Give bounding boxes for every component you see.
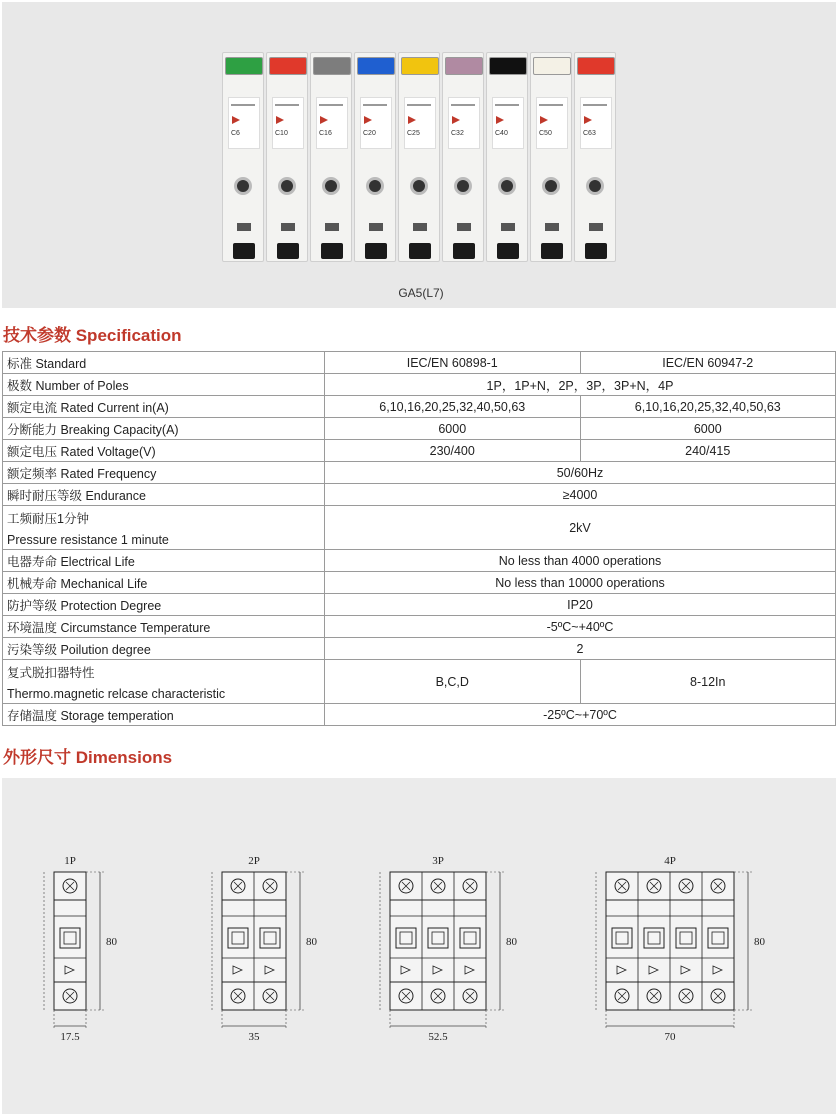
breaker-rating: C6 xyxy=(231,130,240,137)
breaker-label xyxy=(272,97,304,149)
breaker-rating: C50 xyxy=(539,130,552,137)
spec-row xyxy=(3,638,836,660)
pole-label: 3P xyxy=(432,855,444,867)
pole-label: 2P xyxy=(248,855,260,867)
spec-label xyxy=(3,374,325,396)
terminal-slot xyxy=(457,223,471,231)
breaker-label xyxy=(448,97,480,149)
spec-label xyxy=(3,660,325,704)
breaker-label xyxy=(580,97,612,149)
spec-label-text: 环境温度 Circumstance Temperature xyxy=(7,620,211,635)
breaker-label xyxy=(536,97,568,149)
spec-label xyxy=(3,638,325,660)
dimension-drawings xyxy=(2,778,836,1114)
spec-label xyxy=(3,572,325,594)
spec-row xyxy=(3,616,836,638)
spec-value: 6000 xyxy=(580,418,836,440)
spec-label-text: 工频耐压1分钟 xyxy=(7,511,89,526)
terminal-slot xyxy=(589,223,603,231)
spec-label-text-2: Thermo.magnetic relcase characteristic xyxy=(7,686,226,701)
terminal-slot xyxy=(413,223,427,231)
spec-value: 2 xyxy=(325,638,836,660)
spec-value: 50/60Hz xyxy=(325,462,836,484)
spec-label-text: 额定频率 Rated Frequency xyxy=(7,466,157,481)
breaker-module xyxy=(398,52,440,262)
terminal-hole xyxy=(454,177,472,195)
din-clip xyxy=(365,243,387,259)
breaker-handle xyxy=(357,57,395,75)
spec-value: ≥4000 xyxy=(325,484,836,506)
terminal-slot xyxy=(501,223,515,231)
din-clip xyxy=(409,243,431,259)
width-dimension-label: 70 xyxy=(664,1031,676,1043)
terminal-hole xyxy=(542,177,560,195)
spec-label-text: 分断能力 Breaking Capacity(A) xyxy=(7,422,179,437)
terminal-hole xyxy=(234,177,252,195)
breaker-label xyxy=(404,97,436,149)
spec-label xyxy=(3,550,325,572)
terminal-slot xyxy=(369,223,383,231)
breaker-handle xyxy=(313,57,351,75)
terminal-hole xyxy=(498,177,516,195)
breaker-label xyxy=(228,97,260,149)
spec-label xyxy=(3,462,325,484)
spec-label xyxy=(3,484,325,506)
spec-label-text: 额定电流 Rated Current in(A) xyxy=(7,400,169,415)
breaker-row xyxy=(216,42,616,266)
breaker-handle xyxy=(401,57,439,75)
breaker-rating: C10 xyxy=(275,130,288,137)
spec-label xyxy=(3,352,325,374)
breaker-rating: C20 xyxy=(363,130,376,137)
spec-value: 230/400 xyxy=(325,440,581,462)
spec-row xyxy=(3,572,836,594)
spec-label xyxy=(3,440,325,462)
spec-value: IP20 xyxy=(325,594,836,616)
breaker-handle xyxy=(225,57,263,75)
spec-value: No less than 10000 operations xyxy=(325,572,836,594)
terminal-slot xyxy=(281,223,295,231)
dimensions-section-title: 外形尺寸 Dimensions xyxy=(3,748,173,767)
pole-label: 4P xyxy=(664,855,676,867)
terminal-slot xyxy=(325,223,339,231)
din-clip xyxy=(497,243,519,259)
spec-row xyxy=(3,484,836,506)
breaker-module xyxy=(266,52,308,262)
din-clip xyxy=(233,243,255,259)
terminal-hole xyxy=(586,177,604,195)
terminal-hole xyxy=(278,177,296,195)
spec-label-text: 额定电压 Rated Voltage(V) xyxy=(7,444,156,459)
spec-value: 6,10,16,20,25,32,40,50,63 xyxy=(580,396,836,418)
spec-value: -25ºC~+70ºC xyxy=(325,704,836,726)
spec-label-text: 极数 Number of Poles xyxy=(7,378,129,393)
spec-value: 2kV xyxy=(325,506,836,550)
terminal-hole xyxy=(366,177,384,195)
spec-label-text: 存储温度 Storage temperation xyxy=(7,708,174,723)
breaker-label xyxy=(360,97,392,149)
breaker-module xyxy=(486,52,528,262)
breaker-rating: C63 xyxy=(583,130,596,137)
spec-label xyxy=(3,506,325,550)
photo-caption: GA5(L7) xyxy=(398,286,444,300)
spec-row xyxy=(3,352,836,374)
spec-value: IEC/EN 60898-1 xyxy=(325,352,581,374)
breaker-handle xyxy=(269,57,307,75)
spec-row xyxy=(3,506,836,550)
spec-label-text: 电器寿命 Electrical Life xyxy=(7,554,135,569)
width-dimension-label: 17.5 xyxy=(60,1031,80,1043)
spec-row xyxy=(3,594,836,616)
breaker-handle xyxy=(445,57,483,75)
width-dimension-label: 52.5 xyxy=(428,1031,448,1043)
breaker-rating: C16 xyxy=(319,130,332,137)
terminal-slot xyxy=(545,223,559,231)
spec-value: 6000 xyxy=(325,418,581,440)
spec-value: 8-12In xyxy=(580,660,836,704)
spec-label xyxy=(3,594,325,616)
spec-label-text: 瞬时耐压等级 Endurance xyxy=(7,488,146,503)
dimensions-panel xyxy=(2,778,836,1114)
spec-row xyxy=(3,704,836,726)
din-clip xyxy=(453,243,475,259)
width-dimension-label: 35 xyxy=(248,1031,260,1043)
spec-value: 240/415 xyxy=(580,440,836,462)
terminal-hole xyxy=(410,177,428,195)
din-clip xyxy=(585,243,607,259)
spec-value: No less than 4000 operations xyxy=(325,550,836,572)
spec-label xyxy=(3,616,325,638)
spec-value: 6,10,16,20,25,32,40,50,63 xyxy=(325,396,581,418)
spec-value: -5ºC~+40ºC xyxy=(325,616,836,638)
height-dimension-label: 80 xyxy=(106,936,117,948)
spec-row xyxy=(3,396,836,418)
din-clip xyxy=(277,243,299,259)
spec-label xyxy=(3,396,325,418)
spec-value: B,C,D xyxy=(325,660,581,704)
breaker-module xyxy=(354,52,396,262)
spec-row xyxy=(3,550,836,572)
spec-row xyxy=(3,418,836,440)
spec-label xyxy=(3,704,325,726)
breaker-label xyxy=(492,97,524,149)
din-clip xyxy=(321,243,343,259)
breaker-rating: C25 xyxy=(407,130,420,137)
spec-label-text: 机械寿命 Mechanical Life xyxy=(7,576,148,591)
terminal-slot xyxy=(237,223,251,231)
breaker-module xyxy=(574,52,616,262)
pole-label: 1P xyxy=(64,855,76,867)
spec-label xyxy=(3,418,325,440)
breaker-handle xyxy=(533,57,571,75)
breaker-module xyxy=(310,52,352,262)
height-dimension-label: 80 xyxy=(306,936,317,948)
spec-label-text: 标准 Standard xyxy=(7,356,87,371)
breaker-rating: C40 xyxy=(495,130,508,137)
spec-value: IEC/EN 60947-2 xyxy=(580,352,836,374)
spec-label-text-2: Pressure resistance 1 minute xyxy=(7,532,169,547)
height-dimension-label: 80 xyxy=(754,936,765,948)
spec-label-text: 污染等级 Poilution degree xyxy=(7,642,151,657)
height-dimension-label: 80 xyxy=(506,936,517,948)
terminal-hole xyxy=(322,177,340,195)
breaker-label xyxy=(316,97,348,149)
breaker-module xyxy=(442,52,484,262)
spec-row xyxy=(3,462,836,484)
spec-label-text: 防护等级 Protection Degree xyxy=(7,598,162,613)
breaker-handle xyxy=(489,57,527,75)
spec-section-title: 技术参数 Specification xyxy=(3,326,182,345)
breaker-rating: C32 xyxy=(451,130,464,137)
spec-value: 1P，1P+N，2P，3P，3P+N，4P xyxy=(325,374,836,396)
spec-table xyxy=(2,351,836,726)
breaker-handle xyxy=(577,57,615,75)
spec-row xyxy=(3,440,836,462)
din-clip xyxy=(541,243,563,259)
spec-label-text: 复式脱扣器特性 xyxy=(7,665,95,680)
product-photo xyxy=(2,2,836,308)
breaker-module xyxy=(222,52,264,262)
spec-row xyxy=(3,660,836,704)
breaker-module xyxy=(530,52,572,262)
spec-row xyxy=(3,374,836,396)
